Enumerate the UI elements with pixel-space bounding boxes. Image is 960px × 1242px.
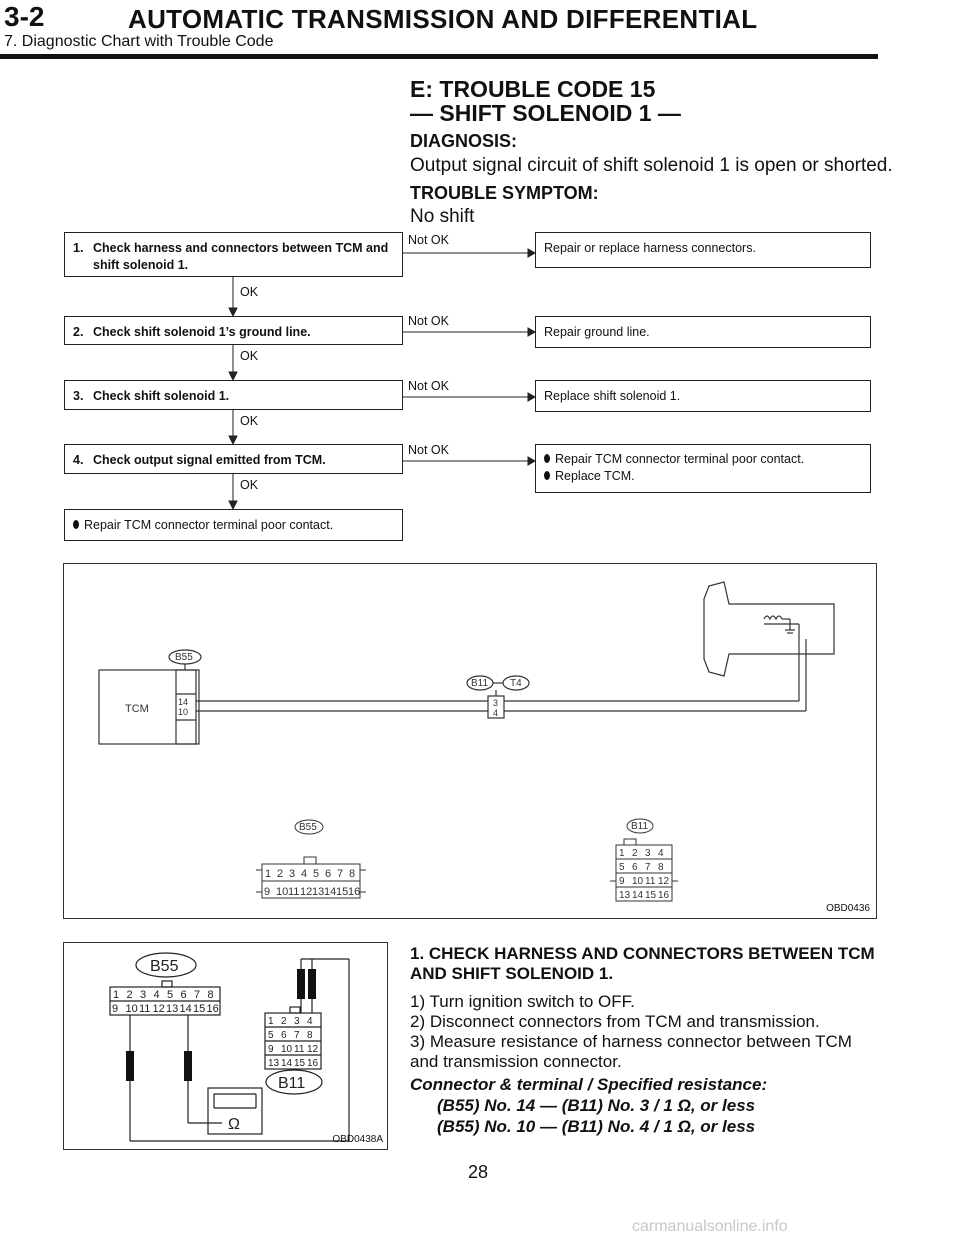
chapter-subtitle: 7. Diagnostic Chart with Trouble Code	[4, 33, 274, 50]
pin-number: 11	[294, 1044, 305, 1055]
procedure-step-2: 2) Disconnect connectors from TCM and transmission.	[410, 1012, 820, 1031]
b11-label-2: B11	[278, 1075, 306, 1092]
step-text: Check shift solenoid 1’s ground line.	[93, 325, 311, 339]
pin-number: 11	[645, 876, 656, 887]
pin-number: 9	[112, 1003, 119, 1015]
pin-number: 16	[206, 1003, 219, 1015]
pin-number: 15	[193, 1003, 206, 1015]
pin-number: 13	[166, 1003, 179, 1015]
chapter-title: AUTOMATIC TRANSMISSION AND DIFFERENTIAL	[128, 4, 758, 34]
ok-label-2: OK	[240, 349, 259, 363]
pin-number: 16	[307, 1058, 319, 1069]
pin-number: 13	[619, 890, 631, 901]
pin-number: 1	[113, 989, 120, 1001]
step-number: 3.	[73, 389, 84, 403]
b55-label: B55	[175, 652, 193, 663]
flow-result-4	[535, 444, 871, 493]
pin-number: 2	[277, 868, 284, 880]
pin-number: 5	[167, 989, 174, 1001]
pin-number: 2	[632, 848, 638, 859]
pin-number: 14	[324, 886, 337, 898]
pin-number: 4	[658, 848, 664, 859]
ok-label-1: OK	[240, 285, 259, 299]
pin-number: 3	[140, 989, 147, 1001]
pin-number: 7	[337, 868, 344, 880]
solenoid-coil	[764, 616, 782, 619]
watermark: carmanualsonline.info	[632, 1218, 788, 1235]
section-title-line2: — SHIFT SOLENOID 1 —	[410, 100, 681, 126]
pin-number: 9	[268, 1044, 274, 1055]
pin-number: 6	[632, 862, 638, 873]
ok-label-4: OK	[240, 478, 259, 492]
pin-number: 12	[152, 1003, 165, 1015]
pin-number: 8	[307, 1030, 313, 1041]
pin-number: 13	[268, 1058, 280, 1069]
probe-3	[297, 969, 305, 999]
flow-step-2	[64, 316, 403, 345]
transmission-outline	[704, 582, 834, 676]
pin-number: 1	[619, 848, 625, 859]
page-number: 28	[468, 1162, 489, 1182]
pin-number: 3	[289, 868, 296, 880]
b11-label: B11	[471, 678, 489, 689]
pin-number: 7	[194, 989, 201, 1001]
tcm-pin: 14	[178, 697, 189, 707]
diagram-code: OBD0436	[826, 903, 870, 914]
pin-number: 12	[658, 876, 670, 887]
pin-number: 3	[645, 848, 651, 859]
flow-step-1	[64, 232, 403, 277]
step-text: Check output signal emitted from TCM.	[93, 453, 326, 467]
procedure-step-1: 1) Turn ignition switch to OFF.	[410, 992, 635, 1011]
pin-number: 9	[264, 886, 271, 898]
b55-label-2: B55	[150, 958, 179, 975]
pin-number: 6	[281, 1030, 287, 1041]
result-item: Repair TCM connector terminal poor contact.	[544, 451, 864, 468]
pin-number: 10	[276, 886, 289, 898]
meter-diagram-svg	[64, 943, 387, 1149]
wiring-diagram	[63, 563, 877, 919]
notok-label-1: Not OK	[408, 233, 449, 247]
probe-4	[308, 969, 316, 999]
pin-number: 15	[294, 1058, 306, 1069]
spec-line-2: (B55) No. 10 — (B11) No. 4 / 1 Ω, or less	[437, 1117, 756, 1136]
tcm-label: TCM	[125, 703, 149, 715]
flow-result-3: Replace shift solenoid 1.	[535, 380, 871, 412]
pin-number: 8	[349, 868, 356, 880]
notok-label-4: Not OK	[408, 443, 449, 457]
conn-pin: 3	[493, 698, 499, 708]
flow-step-3	[64, 380, 403, 410]
pin-number: 8	[658, 862, 664, 873]
step-text: Check harness and connectors between TCM and shift solenoid 1.	[93, 241, 389, 272]
pin-number: 10	[125, 1003, 138, 1015]
symptom-text: No shift	[410, 206, 475, 227]
pin-number: 1	[268, 1016, 274, 1027]
b55-bottom-label: B55	[299, 822, 317, 833]
pin-number: 16	[348, 886, 361, 898]
procedure-step-3: 3) Measure resistance of harness connector between TCM and transmission connector.	[410, 1032, 852, 1071]
result-item: Replace TCM.	[544, 468, 864, 485]
pin-number: 5	[313, 868, 320, 880]
bullet-icon	[544, 454, 550, 463]
wiring-diagram-svg	[64, 564, 876, 918]
pin-number: 10	[281, 1044, 293, 1055]
tcm-pin: 10	[178, 707, 189, 717]
flow-result-1: Repair or replace harness connectors.	[535, 232, 871, 268]
pin-number: 11	[139, 1003, 151, 1015]
procedure-heading: 1. CHECK HARNESS AND CONNECTORS BETWEEN TCM AND SHIFT SOLENOID 1.	[410, 944, 875, 983]
pin-number: 6	[325, 868, 332, 880]
diagnosis-text: Output signal circuit of shift solenoid 1 is open or shorted.	[410, 155, 893, 176]
pin-number: 15	[645, 890, 657, 901]
pin-number: 6	[180, 989, 187, 1001]
pin-number: 5	[619, 862, 625, 873]
spec-heading: Connector & terminal / Specified resistance:	[410, 1075, 768, 1094]
pin-number: 7	[645, 862, 651, 873]
section-number: 3-2	[4, 1, 45, 32]
notok-label-2: Not OK	[408, 314, 449, 328]
diagram-code: OBD0438A	[332, 1134, 383, 1145]
diagnosis-heading: DIAGNOSIS:	[410, 131, 518, 151]
section-title-line1: E: TROUBLE CODE 15	[410, 76, 656, 102]
meter-diagram	[63, 942, 388, 1150]
pin-number: 5	[268, 1030, 274, 1041]
pin-number: 15	[336, 886, 349, 898]
b11-bottom-label: B11	[631, 821, 649, 832]
step-number: 1.	[73, 241, 84, 255]
notok-label-3: Not OK	[408, 379, 449, 393]
pin-number: 14	[632, 890, 644, 901]
conn-pin: 4	[493, 708, 499, 718]
ok-label-3: OK	[240, 414, 259, 428]
pin-number: 8	[207, 989, 214, 1001]
pin-number: 14	[179, 1003, 192, 1015]
pin-number: 14	[281, 1058, 293, 1069]
pin-number: 16	[658, 890, 670, 901]
t4-label: T4	[510, 678, 522, 689]
step-number: 4.	[73, 453, 84, 467]
step-text: Check shift solenoid 1.	[93, 389, 230, 403]
probe-2	[184, 1051, 192, 1081]
pin-number: 7	[294, 1030, 300, 1041]
pin-number: 4	[153, 989, 160, 1001]
symptom-heading: TROUBLE SYMPTOM:	[410, 183, 599, 203]
pin-number: 4	[301, 868, 308, 880]
pin-number: 12	[307, 1044, 319, 1055]
pin-number: 9	[619, 876, 625, 887]
pin-number: 2	[126, 989, 133, 1001]
flow-result-2: Repair ground line.	[535, 316, 871, 348]
pin-number: 11	[288, 886, 300, 898]
spec-line-1: (B55) No. 14 — (B11) No. 3 / 1 Ω, or less	[437, 1096, 756, 1115]
pin-number: 1	[265, 868, 272, 880]
pin-number: 10	[632, 876, 644, 887]
ohm-icon: Ω	[228, 1116, 240, 1133]
flow-final: Repair TCM connector terminal poor contact.	[64, 509, 403, 541]
flow-step-4	[64, 444, 403, 474]
pin-number: 4	[307, 1016, 313, 1027]
pin-number: 3	[294, 1016, 300, 1027]
pin-number: 12	[300, 886, 313, 898]
probe-1	[126, 1051, 134, 1081]
bullet-icon	[544, 471, 550, 480]
pin-number: 2	[281, 1016, 287, 1027]
step-number: 2.	[73, 325, 84, 339]
bullet-icon	[73, 520, 79, 529]
pin-number: 13	[312, 886, 325, 898]
